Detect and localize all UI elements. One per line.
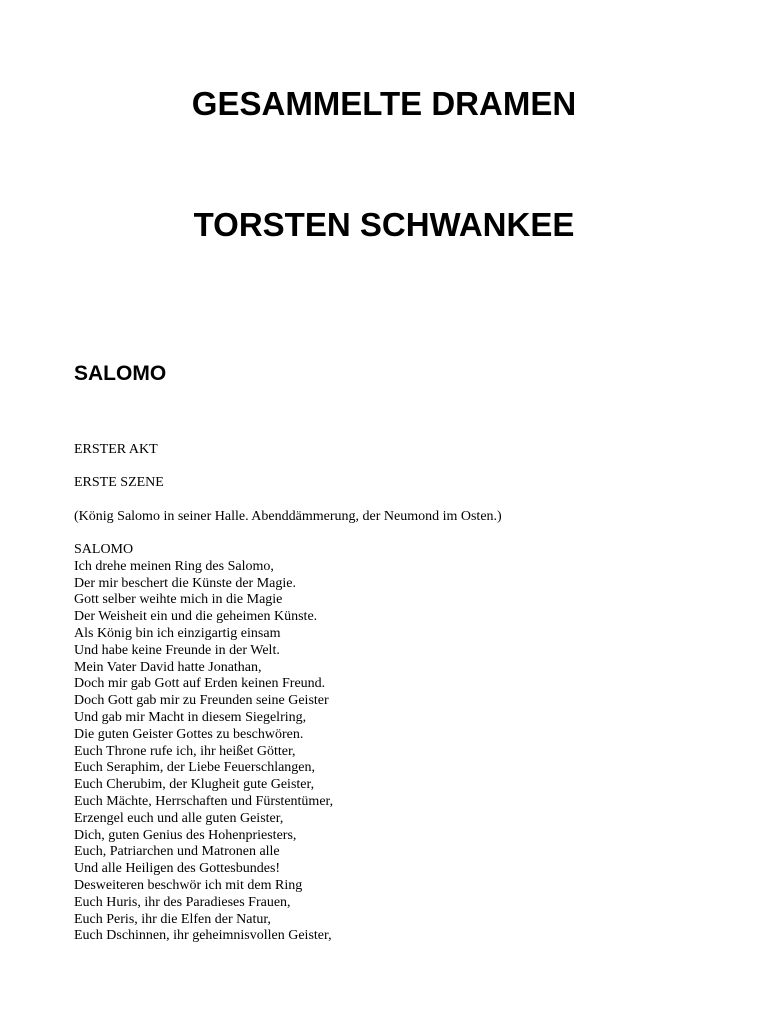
book-title: GESAMMELTE DRAMEN	[191, 85, 577, 122]
verse-line: Der Weisheit ein und die geheimen Künste.	[74, 609, 318, 625]
verse-line: Euch Mächte, Herrschaften und Fürstentümer,	[74, 793, 334, 809]
verse-line: Euch Throne rufe ich, ihr heißet Götter,	[74, 743, 296, 759]
verse-line: Und gab mir Macht in diesem Siegelring,	[74, 709, 307, 725]
speaker-name: SALOMO	[74, 542, 134, 557]
scene-heading: ERSTE SZENE	[74, 475, 164, 490]
verse-line: Dich, guten Genius des Hohenpriesters,	[74, 827, 297, 843]
verse-line: Euch Cherubim, der Klugheit gute Geister,	[74, 777, 315, 793]
verse-line: Euch Dschinnen, ihr geheimnisvollen Geister,	[74, 928, 332, 944]
verse-line: Der mir beschert die Künste der Magie.	[74, 575, 296, 591]
verse-line: Gott selber weihte mich in die Magie	[74, 592, 283, 608]
verse-line: Ich drehe meinen Ring des Salomo,	[74, 558, 274, 574]
play-title: SALOMO	[74, 362, 167, 385]
verse-line: Erzengel euch und alle guten Geister,	[74, 810, 284, 826]
verse-line: Euch Peris, ihr die Elfen der Natur,	[74, 911, 271, 927]
author-name: TORSTEN SCHWANKEE	[193, 206, 575, 243]
verse-line: Mein Vater David hatte Jonathan,	[74, 659, 262, 675]
verse-lines	[74, 559, 333, 945]
verse-line: Euch Seraphim, der Liebe Feuerschlangen,	[74, 760, 316, 776]
verse-line: Doch Gott gab mir zu Freunden seine Geister	[74, 693, 329, 709]
verse-line: Als König bin ich einzigartig einsam	[74, 625, 281, 641]
speech-block	[74, 542, 333, 945]
verse-line: Euch Huris, ihr des Paradieses Frauen,	[74, 894, 291, 910]
verse-line: Und habe keine Freunde in der Welt.	[74, 642, 280, 658]
verse-line: Die guten Geister Gottes zu beschwören.	[74, 726, 304, 742]
act-heading: ERSTER AKT	[74, 442, 158, 457]
stage-direction: (König Salomo in seiner Halle. Abenddämmerung, der Neumond im Osten.)	[74, 509, 502, 524]
verse-line: Und alle Heiligen des Gottesbundes!	[74, 861, 281, 877]
verse-line: Doch mir gab Gott auf Erden keinen Freund.	[74, 676, 326, 692]
verse-line: Euch, Patriarchen und Matronen alle	[74, 844, 280, 860]
verse-line: Desweiteren beschwör ich mit dem Ring	[74, 877, 303, 893]
